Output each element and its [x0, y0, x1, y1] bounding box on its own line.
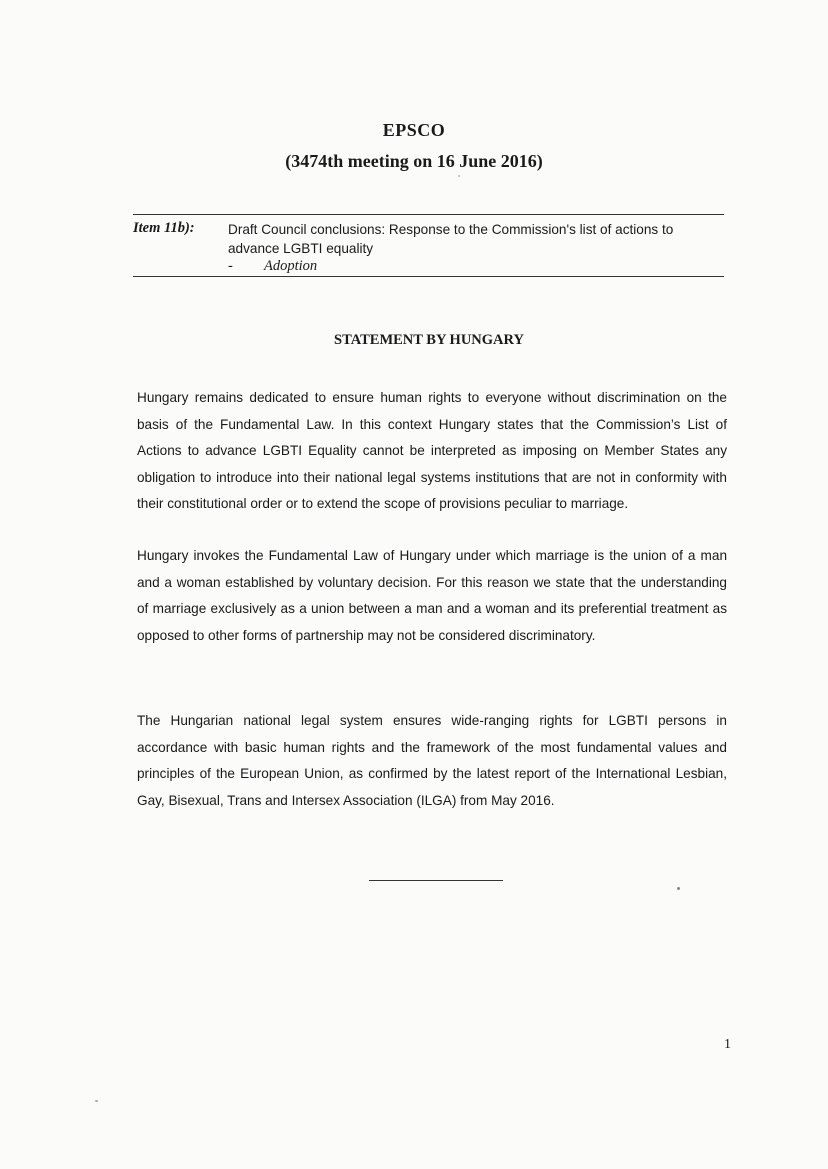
statement-heading: STATEMENT BY HUNGARY	[334, 332, 524, 348]
statement-paragraph: The Hungarian national legal system ensures wide-ranging rights for LGBTI persons in accordance with basic human rights and the framework of the most fundamental values and principles of the European Union, as confirmed by the latest report of the International Lesbian, Gay, Bisexual, Trans and Intersex Association (ILGA) from May 2016.	[137, 713, 727, 808]
statement-paragraph: Hungary invokes the Fundamental Law of Hungary under which marriage is the union of a man and a woman established by voluntary decision. For this reason we state that the understanding of marriage exclusively as a union between a man and a woman and its preferential treatment as opposed to other forms of partnership may not be considered discriminatory.	[137, 548, 727, 643]
agenda-item-action-label: Adoption	[264, 258, 318, 274]
agenda-item-top-rule	[133, 214, 724, 215]
page-number: 1	[724, 1037, 731, 1052]
document-title: EPSCO	[382, 120, 446, 140]
agenda-item-bottom-rule	[133, 276, 724, 277]
agenda-item-action-marker: -	[228, 258, 233, 274]
meeting-subtitle: (3474th meeting on 16 June 2016)	[285, 151, 543, 171]
agenda-item-action	[228, 258, 317, 275]
scan-speck	[458, 175, 460, 177]
agenda-item-description: Draft Council conclusions: Response to the Commission's list of actions to advance LGBTI equality	[228, 222, 674, 256]
agenda-item-label: Item 11b):	[133, 220, 195, 236]
scan-speck	[677, 887, 680, 890]
agenda-item-block	[133, 214, 724, 277]
statement-paragraph: Hungary remains dedicated to ensure human rights to everyone without discrimination on the basis of the Fundamental Law. In this context Hungary states that the Commission’s List of Actions to advance LGBTI Equality cannot be interpreted as imposing on Member States any obligation to introduce into their national legal systems institutions that are not in conformity with their constitutional order or to extend the scope of provisions peculiar to marriage.	[137, 390, 727, 511]
end-of-statement-rule	[369, 880, 503, 881]
scan-speck	[95, 1100, 98, 1102]
